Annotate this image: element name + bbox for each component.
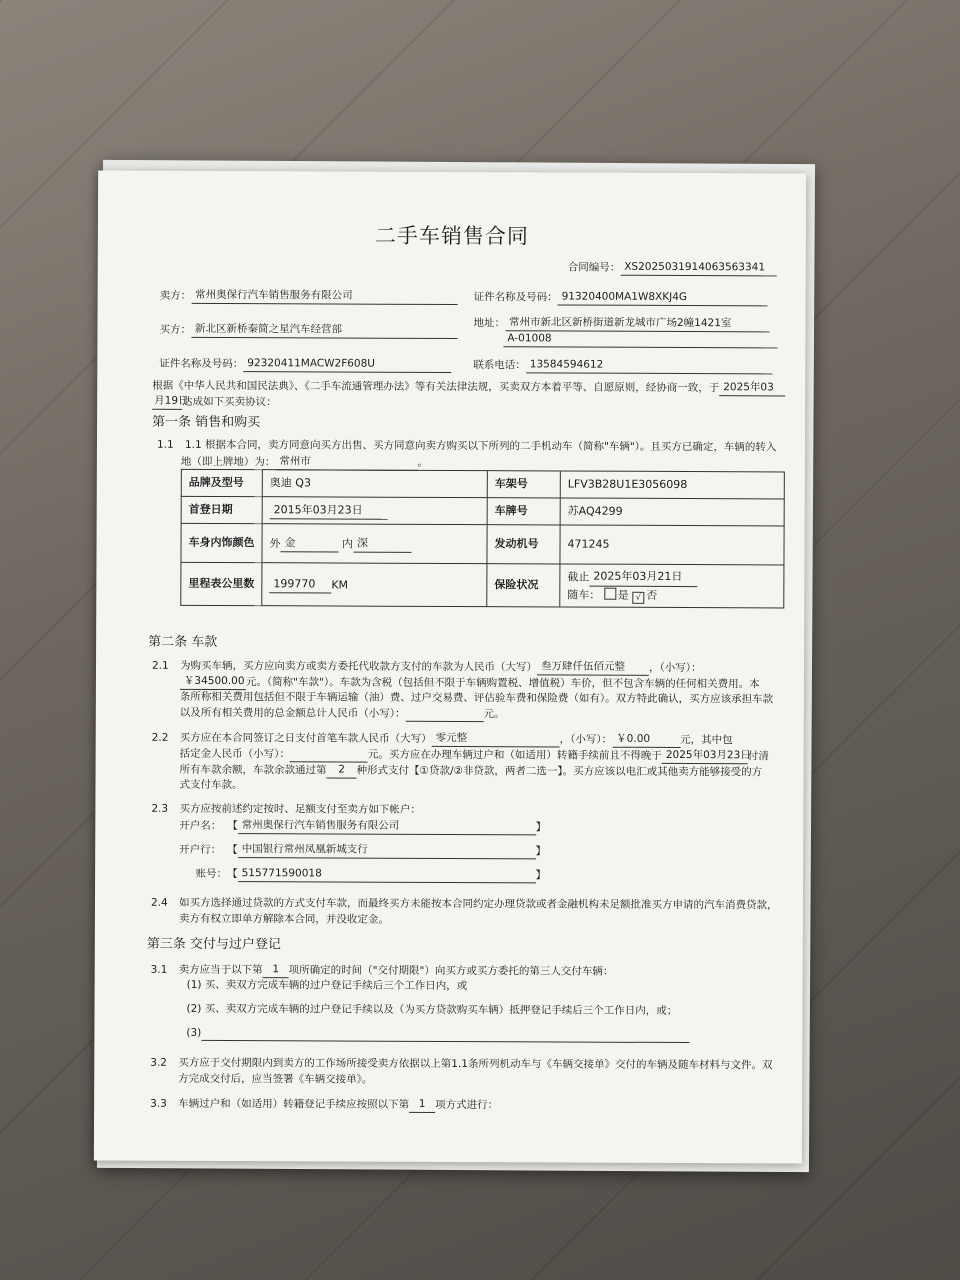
article-2-heading: 第二条 车款 — [148, 634, 218, 650]
mileage-value: 199770 — [269, 575, 331, 593]
article-2-1: 2.1 为购买车辆，买方应向卖方或卖方委托代收款方支付的车款为人民币（大写） 叁万肆仟伍佰元整 ，（小写）： — [152, 657, 702, 677]
article-1-1: 1.1 1.1 根据本合同，卖方同意向买方出售、买方同意向卖方购买以下所列的二手机动车（简称"车辆"）。且买方已确定，车辆的转入 — [156, 438, 777, 454]
article-1-heading: 第一条 销售和购买 — [152, 414, 261, 431]
article-3-3: 3.3 车辆过户和（如适用）转籍登记手续应按照以下第 1 项方式进行： — [150, 1097, 499, 1112]
first-registration-date: 2015年03月23日 — [270, 501, 388, 520]
seller-name: 常州奥保行汽车销售服务有限公司 — [191, 287, 457, 305]
yes-checkbox[interactable] — [604, 587, 616, 599]
price-in-figures: ￥34500.00 — [180, 673, 246, 691]
article-3-heading: 第三条 交付与过户登记 — [146, 936, 281, 953]
article-1-1-line2: 地（即上牌地）为： 常州市 。 — [181, 453, 428, 471]
first-payment-figures: ￥0.00 — [612, 731, 680, 749]
contract-number-value: XS2025031914063563341 — [620, 259, 776, 277]
account-name: 常州奥保行汽车销售服务有限公司 — [238, 817, 536, 836]
buyer-phone-line: 联系电话： 13584594612 — [473, 356, 772, 375]
vehicle-table — [180, 469, 785, 609]
seller-cert-value: 91320400MA1W8XKJ4G — [558, 288, 768, 306]
article-2-2: 2.2 买方应在本合同签订之日支付首笔车款人民币（大写） 零元整 ，（小写）： ￥0.00 元，其中包 — [152, 729, 733, 749]
buyer-address: 地址： 常州市新北区新桥街道新龙城市广场2幢1421室 — [473, 314, 769, 333]
account-number-line: 账号：【 515771590018 】 — [179, 865, 546, 884]
table-row: 品牌及型号 奥迪 Q3 车架号 LFV3B28U1E3056098 — [181, 469, 784, 499]
first-payment-words: 零元整 — [432, 730, 560, 748]
contract-number: 合同编号： XS2025031914063563341 — [568, 259, 777, 277]
bank-name: 中国银行常州凤凰新城支行 — [238, 841, 536, 860]
buyer-line: 买方： 新北区新桥秦简之星汽车经营部 — [159, 321, 457, 340]
payment-method: 2 — [327, 761, 357, 778]
article-2-3: 2.3 买方应按前述约定按时、足额支付至卖方如下帐户： — [151, 802, 421, 816]
insurance-until: 2025年03月21日 — [589, 568, 697, 587]
seller-line: 卖方： 常州奥保行汽车销售服务有限公司 — [160, 287, 458, 306]
article-3-1: 3.1 卖方应当于以下第 1 项所确定的时间（"交付期限"）向买方或买方委托的第三人交付车辆： — [151, 961, 614, 980]
price-in-words: 叁万肆仟伍佰元整 — [537, 658, 649, 676]
vin-value: LFV3B28U1E3056098 — [560, 471, 784, 499]
seller-cert-line: 证件名称及号码： 91320400MA1W8XKJ4G — [474, 288, 768, 307]
contract-page: 二手车销售合同 合同编号： XS2025031914063563341 卖方： 常州奥保行汽车销售服务有限公司 证件名称及号码： 91320400MA1W8XKJ4G 买方： 新北区新桥秦简之星汽车经营部 地址： 常州市新北区新桥街道新龙城市广场2幢1421室 A-01008 证件名称及号码： 92320411MACW2F608U 联系电话： 13584594612 根据《中华人民共和国民法典》、《二手车流通管理办法》等有关法律法规，买卖双方本着平等、自愿原则，经协商一致，于 2025年03 月19日达成如下买卖协议： 第一条 销售和购买 1.1 1.1 根据本合同，卖方同意向买方出售、买方同意向卖方购买以下所列的二手机动车（简称"车辆"）。且买方已确定，车辆的转入 地（即上牌地）为： 常州市 。 品牌及型号 奥迪 Q3 车架号 LFV3B28U1E3056098 首登日期 2015年03月23日 车牌号 苏AQ4299 车身内饰颜色 外 金 内 深 发动机号 471245 里程表公里数 199770 KM 保险状况 截止 2025年03月21日 随车： 是 √ 否 第二条 车款 2.1 为购买车辆，买方应向卖方或卖方委托代收款方支付的车款为人民币（大写） 叁万肆仟伍佰元整 ，（小写）： ￥34500.00元。（简称"车款"）。车款为含税（包括但不限于车辆购置税、增值税）车价，但不包含车辆的任何相关费用。本 条所称相关费用包括但不限于车辆运输（油）费、过户交易费、评估验车费和保险费（如有）。双方特此确认，买方应该承担车款 以及所有相关费用的总金额总计人民币（小写）： 元。 2.2 买方应在本合同签订之日支付首笔车款人民币（大写） 零元整 ，（小写）： ￥0.00 元，其中包 括定金人民币（小写）： 元。买方应在办理车辆过户和（如适用）转籍手续前且不得晚于 2025年03月23日付清 所有车款余额，车款余款通过第 2 种形式支付【①贷款/②非贷款，两者二选一】。买方应该以电汇或其他卖方能够接受的方 式支付车款。 2.3 买方应按前述约定按时、足额支付至卖方如下帐户： 开户名： 【 常州奥保行汽车销售服务有限公司 】 开户行： 【 中国银行常州凤凰新城支行 】 账号：【 515771590018 】 2.4 如买方选择通过贷款的方式支付车款，而最终买方未能按本合同约定办理贷款或者金融机构未足额批准买方申请的汽车消费贷款， 卖方有权立即单方解除本合同，并没收定金。 第三条 交付与过户登记 3.1 卖方应当于以下第 1 项所确定的时间（"交付期限"）向买方或买方委托的第三人交付车辆： (1) 买、卖双方完成车辆的过户登记手续后三个工作日内，或 (2) 买、卖双方完成车辆的过户登记手续以及（为买方贷款购买车辆）抵押登记手续后三个工作日内，或； (3) 3.2 买方应于交付期限内到卖方的工作场所接受卖方依据以上第1.1条所列机动车与《车辆交接单》交付的车辆及随车材料与文件。双 方完成交付后，应当签署《车辆交接单》。 3.3 车辆过户和（如适用）转籍登记手续应按照以下第 1 项方式进行： — [94, 170, 806, 1163]
table-row: 车身内饰颜色 外 金 内 深 发动机号 471245 — [181, 523, 784, 565]
table-row: 里程表公里数 199770 KM 保险状况 截止 2025年03月21日 随车： 是 √ 否 — [181, 562, 784, 608]
engine-value: 471245 — [560, 525, 784, 565]
final-payment-date: 2025年03月23日 — [662, 747, 748, 765]
plate-value: 苏AQ4299 — [560, 498, 784, 526]
brand-value: 奥迪 Q3 — [262, 470, 487, 498]
exterior-color: 金 — [280, 534, 338, 552]
account-name-line: 开户名： 【 常州奥保行汽车销售服务有限公司 】 — [179, 817, 546, 836]
table-row: 首登日期 2015年03月23日 车牌号 苏AQ4299 — [181, 496, 784, 526]
buyer-cert-line: 证件名称及号码： 92320411MACW2F608U — [159, 355, 451, 374]
article-3-2: 3.2 买方应于交付期限内到卖方的工作场所接受卖方依据以上第1.1条所列机动车与《车辆交接单》交付的车辆及随车材料与文件。双 — [150, 1056, 773, 1072]
preamble: 根据《中华人民共和国民法典》、《二手车流通管理办法》等有关法律法规，买卖双方本着平等、自愿原则，经协商一致，于 2025年03 — [152, 377, 785, 397]
buyer-phone-value: 13584594612 — [526, 356, 772, 374]
article-2-4: 2.4 如买方选择通过贷款的方式支付车款，而最终买方未能按本合同约定办理贷款或者金融机构未足额批准买方申请的汽车消费贷款， — [150, 896, 778, 912]
transfer-city: 常州市 — [275, 453, 417, 471]
account-number: 515771590018 — [238, 865, 536, 884]
buyer-cert-value: 92320411MACW2F608U — [243, 355, 451, 373]
buyer-address-line2: A-01008 — [503, 330, 777, 348]
document-title: 二手车销售合同 — [374, 223, 529, 249]
bank-line: 开户行： 【 中国银行常州凤凰新城支行 】 — [179, 841, 546, 860]
total-amount — [406, 707, 484, 722]
preamble-line2: 月19日达成如下买卖协议： — [152, 393, 277, 411]
interior-color: 深 — [353, 535, 411, 553]
buyer-name: 新北区新桥秦简之星汽车经营部 — [191, 321, 457, 339]
no-checkbox[interactable]: √ — [632, 591, 644, 603]
